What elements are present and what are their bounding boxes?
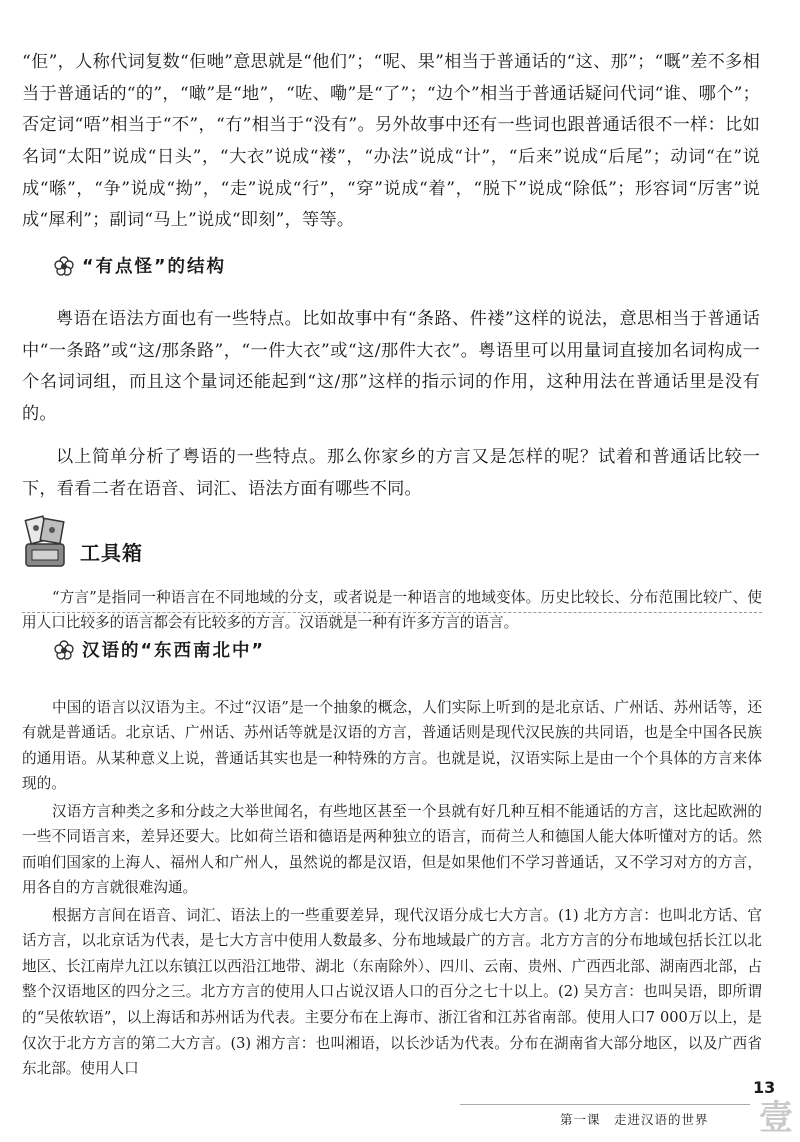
section-heading-text: “有点怪”的结构 [82,257,227,277]
intro-paragraph: “佢”，人称代词复数“佢哋”意思就是“他们”；“呢、果”相当于普通话的“这、那”；“嘅”差不多相当于普通话的“的”，“噉”是“地”，“咗、嘞”是“了”；“边个”相当于普通话疑问代词“谁、哪个”；否定词“唔”相当于“不”，“冇”相当于“没有”。另外故事中还有一些词也跟普通话很不一样：比如名词“太阳”说成“日头”，“大衣”说成“褛”，“办法”说成“计”，“后来”说成“后尾”；动词“在”说成“喺”，“争”说成“拗”，“走”说成“行”，“穿”说成“着”，“脱下”说成“除低”；形容词“厉害”说成“犀利”；副词“马上”说成“即刻”，等等。 [22,52,760,231]
toolbox-title: 工具箱 [80,541,143,565]
lesson-title: 第一课 走进汉语的世界 [560,1112,709,1127]
section-heading-structure [54,253,226,278]
toolbox-header [22,514,143,570]
flower-icon [54,256,74,276]
page-number: 13 [753,1078,776,1097]
toolbox-paragraph: “方言”是指同一种语言在不同地域的分支，或者说是一种语言的地域变体。历史比较长、分布范围比较广、使用人口比较多的语言都会有比较多的方言。汉语就是一种有许多方言的语言。 [22,588,762,632]
dialect-paragraph-1: 中国的语言以汉语为主。不过“汉语”是一个抽象的概念，人们实际上听到的是北京话、广州话、苏州话等，还有就是普通话。北京话、广州话、苏州话等就是汉语的方言，普通话则是现代汉民族的共同语，也是全中国各民族的通用语。从某种意义上说，普通话其实也是一种特殊的方言。也就是说，汉语实际上是由一个个具体的方言来体现的。 [22,698,762,793]
grammar-paragraph: 粤语在语法方面也有一些特点。比如故事中有“条路、件褛”这样的说法，意思相当于普通话中“一条路”或“这/那条路”，“一件大衣”或“这/那件大衣”。粤语里可以用量词直接加名词构成一个名词词组，而且这个量词还能起到“这/那”这样的指示词的作用，这种用法在普通话里是没有的。 [22,309,760,424]
dialect-paragraph-3: 根据方言间在语音、词汇、语法上的一些重要差异，现代汉语分成七大方言。(1) 北方方言：也叫北方话、官话方言，以北京话为代表，是七大方言中使用人数最多、分布地域最广的方言。北方方言的分布地域包括长江以北地区、长江南岸九江以东镇江以西沿江地带、湖北（东南除外）、四川、云南、贵州、广西西北部、湖南西北部，占整个汉语地区的四分之三。北方方言的使用人口占说汉语人口的百分之七十以上。(2) 吴方言：也叫吴语，即所谓的“吴侬软语”，以上海话和苏州话为代表。主要分布在上海市、浙江省和江苏省南部。使用人口7 000万以上，是仅次于北方方言的第二大方言。(3) 湘方言：也叫湘语，以长沙话为代表。分布在湖南省大部分地区，以及广西省东北部。使用人口 [22,906,762,1078]
chapter-mark: 壹 [759,1098,793,1138]
footer-divider [460,1104,750,1105]
toolbox-icon [22,514,68,570]
dialect-paragraph-2: 汉语方言种类之多和分歧之大举世闻名，有些地区甚至一个县就有好几种互相不能通话的方言，这比起欧洲的一些不同语言来，差异还要大。比如荷兰语和德语是两种独立的语言，而荷兰人和德国人能大体听懂对方的话。然而咱们国家的上海人、福州人和广州人，虽然说的都是汉语，但是如果他们不学习普通话，又不学习对方的方言，用各自的方言就很难沟通。 [22,802,762,897]
dashed-divider [22,612,762,613]
summary-paragraph: 以上简单分析了粤语的一些特点。那么你家乡的方言又是怎样的呢？试着和普通话比较一下，看看二者在语音、词汇、语法方面有哪些不同。 [22,447,760,499]
section-heading-text: 汉语的“东西南北中” [82,641,266,661]
section-heading-dialects [54,637,265,662]
flower-icon [54,640,74,660]
